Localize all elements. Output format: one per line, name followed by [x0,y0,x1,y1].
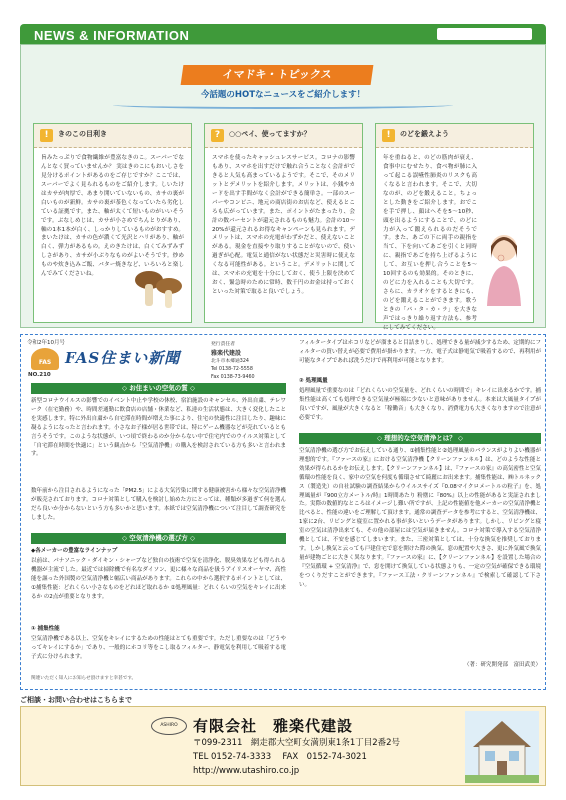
publisher-tel: Tel 0138-72-5558 [211,366,253,372]
news-title: NEWS & INFORMATION [34,28,190,43]
right-paragraph-1: フィルタータイプはホコリなどが溜まると目詰まりし、処理できる量が減少するため、定期的にフィルターの買い替えが必要で費用が掛かります。一方、電子式は静電気で吸着するので、再利用が可能なタイプであれば洗うだけで再利用が可能となります。 [299,340,541,364]
left-heading-lineup: ◆各メーカーの豊富なラインナップ [31,548,118,554]
section-bar-air-quality: ◇ お住まいの空気の質 ◇ [31,383,286,394]
fas-newsletter [20,334,546,690]
right-paragraph-2: 処理風量で重要なのは「どれくらいの空気量を、どれくらいの時間で」キレイに出来るかです。捕集性能は高くても処理できる空気量が極端に少ないと意味がありません。本来は大風量タイプが良いですが、風量が大きくなると「稼働音」も大きくなり、消費電力も大きくなりますので注意が必要です。 [299,388,542,421]
company-telfax: TEL 0152-74-3333 FAX 0152-74-3021 [193,752,367,762]
decorative-swoosh [113,101,453,109]
card-title: のどを鍛えよう [400,130,449,138]
card-body: 旨みたっぷりで食物繊維が豊富なきのこ。スーパーでなんとなく買っていませんか？ 実はきのこにもおいしさを見分けるポイントがあるのをご存じですか？ここでは、スーパーでよく見られるものをご紹介します。しいたけはカサが肉厚で、あまり開いていないもの、カサの裏が白いものが新鮮。カサの裏が茶色くなっていたら劣化している証拠です。また、軸が太くて短いものがいいそうです。ぶなしめじは、カサが小さめでちんとりがあり、軸の1本1本が白く、しっかりしているものがおすすめ。まいたけは、カサの色が濃くて光沢とハリがあり、軸が白く、弾力があるもの。えのきたけは、白くてみずみずしさがあり、カサが小ぶりなものがよいそうです。炒めものや炊き込みご飯、バター焼きなど、いろいろと楽しんでみてくださいね。 [41,155,184,278]
publisher-name: 雅楽代建設 [211,349,242,357]
left-paragraph-3: 以前は、パナソニック・ダイキン・シャープなど独自の技術で空気を清浄化、脱臭効果なども得られる機器が主流でした。最近では掃除機で有名なダイソン、更に様々な商品を扱うアイリスオーヤマ、高性能を謳った外国製の空気清浄機と幅広い商品があります。これらの中から選択するポイントとしては、①捕集性能：どれくらい小さなものをどれほど取れるか ②処理風量：どれくらいの空気をキレイに出来るか の2点が重要となります。 [31,558,286,600]
news-header-bar [20,24,546,44]
footnote: 関連いただく知人にお知らせ頂けますと幸甚です。 [31,676,137,681]
topic-card-mushroom [33,123,192,323]
topics-section [20,44,546,331]
mushroom-icon [133,262,185,312]
publisher-label: 発行責任者 [211,342,235,347]
card-title: ○○ペイ、使ってますか？ [229,130,311,138]
section-bar-choose: ◇ 空気清浄機の選び方 ◇ [31,533,286,544]
topics-title: イマドキ・トピックス [181,65,374,85]
company-url[interactable]: http://www.utashiro.co.jp [193,766,300,776]
exclamation-icon: ! [382,129,395,142]
company-address: 〒099-2311 網走郡大空町女満別東1条1丁目2番2号 [193,738,401,748]
card-header [205,124,362,148]
contact-box [20,706,546,786]
left-paragraph-4: 空気清浄機である以上、空気をキレイにするための性能はとても重要です。ただし重要なのは「どうやってキレイにするか」であり、一般的にホコリ等をこし取るフィルター、静電気を利用して吸着する電子式に分けられます。 [31,636,286,660]
left-heading-collection: ① 捕集性能 [31,626,60,632]
right-heading-airflow: ② 処理風量 [299,378,328,384]
woman-coughing-icon [479,228,529,308]
right-paragraph-3: 空気清浄機の選び方でお伝えしている通り、①捕集性能と②処理風量のバランスがよりよい機器が理想的です。『ファースの家』における空気清浄機【クリーンファンネル】は、どのような性能と効果が得られるかをお伝えします。【クリーンファンネル】は、『ファースの家』の高気密性と空気循環の性能を良く、家中の空気を何度も循環させて綺麗にお出来ます。捕集性能は、㈱トルネックス（製造先）の自社試験の調査結果からウイルスサイズ『0.08マイクロメートルの粒子』を、処理風量が『900立方メートル/時』1時間あたり 粉塵に『80%』以上の性能があると実証されました。実際の数値的なところはイメージし難い所ですが、上記の性能値を他メーカーの空気清浄機と比べると、性能の違いをご理解して頂けます。通常の調査データを参考にすると、空気清浄機は、1家に2台、リビングと寝室に置かれる事が多いというデータがあります。しかし、リビングと寝室の空気は清浄出来ても、その他の部屋には空気が届きません。コロナ対策で導入する空気清浄機としては、不安を感じてしまいます。また、三密対策としては、十分な換気を推奨しております。しかし換気と云っても戸建住宅で窓を開けた際の換気、窓の配置や大きさ、更に外気風で換気量が建物ごとに大きく異なります。『ファースの家』に、【クリーンファンネル】を設置した場合の『空気循環 + 空気清浄』で、窓を開けて換気している状態よりも、一定の空気が確保できる環境をつくりだすことができます。『ファース工法・クリーンファンネル』で検索して確認して下さい。 [299,448,541,588]
news-tab [437,28,532,40]
card-title: きのこの目利き [58,130,107,138]
topics-subtitle: 今話題のHOTなニュースをご紹介します！ [200,90,366,100]
publisher-info [211,341,285,381]
author-signature: （著：研究開発部 富田武美） [463,662,541,668]
company-logo: ASHIRO [151,717,187,735]
card-body: スマホを使ったキャッシュレスサービス。コロナの影響もあり、スマホを出すだけで触れ合うことなく会計ができると人気も高まっているようです。そこで、そのメリットとデメリットを紹介します。メリットは、小銭やカードを出す手間がなく会計ができる簡単さ。一部のスーパーやコンビニ、地元の商店街のお店など、使えるところも広がっています。また、ポイントがたまったり、会計の数パーセントが還元されるものも魅力。会計の10～20%が還元されるお得なキャンペーンも見られます。デメリットは、スマホの充電がわずかだと、使えないことがある。現金を直接やり取りすることがないので、使い過ぎが心配。電気と通信がない状態だと災害時に使えなくなる可能性がある。ということ。デメリットに関しては、スマホの充電を十分にしておく、使う上限を決めておく、緊急時のために常時、数千円のお金は持っておくといった対策で取ると良いでしょう。 [212,155,355,296]
fas-house-logo: FAS [31,348,59,370]
card-header [34,124,191,148]
topic-card-throat [375,123,534,331]
newsletter-title: FAS住まい新聞 [65,349,181,367]
topic-card-payment [204,123,363,323]
company-name: 有限会社 雅楽代建設 [193,717,354,735]
contact-label: ご相談・お問い合わせはこちらまで [20,696,132,704]
publisher-fax: Fax 0138-73-9460 [211,374,255,380]
house-illustration [465,711,539,783]
section-bar-ideal: ◇ 理想的な空気清浄とは？ ◇ [299,433,541,444]
issue-date: 令和2年10月号 [27,340,65,346]
publisher-address: 北斗市本郷通324 [211,359,249,365]
left-paragraph-2: 数年前から注目されるようになった「PM2.5」による大気汚染に関する健康被害から様々な空気清浄機が販売されております。コロナ対策として購入を検討し始めた方にとっては、種類が多過ぎて何を選んだら良いか分からないという方も多いかと思います。本紙では空気清浄機について注目して調査研究をしました。 [31,488,286,521]
card-body: 年を重ねると、のどの筋肉が衰え、食事中にむせたり、食べ物が肺に入って起こる誤嚥性肺炎のリスクも高くなると言われます。そこで、大切なのが、のどを鍛えること。ちょっとした動きをご紹介します。おでこを手で押し、顔はへそを5～10秒、頭を出るようにすることで、のどに力が入って鍛えられるのだそうです。また、あごの下に両手の親指を当て、下を向いてあごを引くと同時に、親指であごを持ち上げるようにして、お互いを押し合うことを5～10回するのも効果的。そのときに、のどに力を入れることも大切です。さらに、カラオケをするときにも、のどを鍛えることができます。歌うときの「パ・タ・カ・ラ」を大きな声ではっきり繰り返す方法も、参考にしてみてください。 [383,155,477,331]
fas-masthead [25,339,287,381]
card-header [376,124,533,148]
left-paragraph-1: 新型コロナウイルスの影響でのイベント中止や学校の休校、宿泊施設のキャンセル、外出自粛、テレワーク（在宅勤務）や、時間差通勤に飲食店の店舗・休業など、私達の生活状態は、大きく変化したことを実感します。特に外出自粛から自宅滞在時間が増えた事により、住宅の快適性に注目したり、趣味に凝るようになったと言われます。小さなお子様が居る世帯では、特にゲーム機器などが売れているとも言うそうです。このような状態が、いつ頃で終わるのか分からない中で住宅内でのウイルス対策として「自宅滞在時間を快適に」という観点から「空気清浄機」の購入を検討されている方も多いと言われます。 [31,398,286,458]
exclamation-icon: ! [40,129,53,142]
issue-number: NO.210 [28,372,51,378]
question-icon: ? [211,129,224,142]
